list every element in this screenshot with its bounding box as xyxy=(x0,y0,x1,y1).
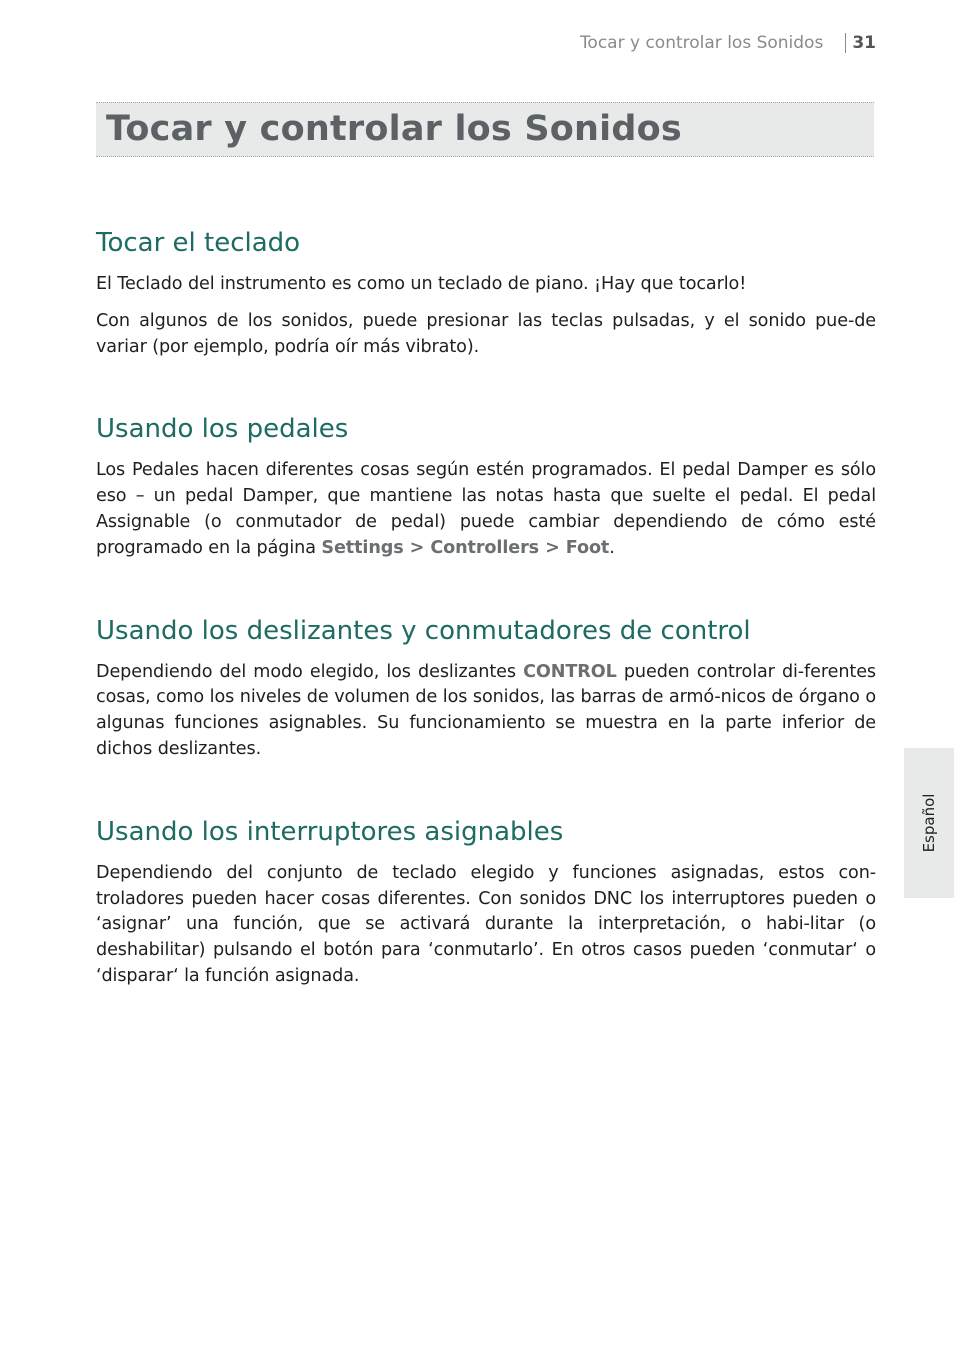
paragraph xyxy=(96,660,876,763)
text-run: Los Pedales hacen diferentes cosas según estén programados. El pedal Damper es sólo eso – un pedal Damper, que mantiene las notas hasta que suelte el pedal. El pedal Assignable (o conmutador de pedal) puede cambiar dependiendo de cómo esté programado en la página xyxy=(96,460,876,558)
chapter-title: Tocar y controlar los Sonidos xyxy=(106,109,682,149)
chapter-title-bar xyxy=(96,102,874,157)
section-deslizantes xyxy=(96,616,876,763)
running-title: Tocar y controlar los Sonidos xyxy=(579,33,824,53)
language-tab xyxy=(904,748,954,898)
section-tocar-teclado xyxy=(96,228,876,360)
section-heading: Usando los deslizantes y conmutadores de control xyxy=(96,615,751,646)
paragraph: El Teclado del instrumento es como un teclado de piano. ¡Hay que tocarlo! xyxy=(96,274,747,294)
section-interruptores xyxy=(96,817,876,990)
section-heading: Usando los interruptores asignables xyxy=(96,816,564,847)
page-content xyxy=(96,228,876,1044)
paragraph: Dependiendo del conjunto de teclado elegido y funciones asignadas, estos con-troladores pueden hacer cosas diferentes. Con sonidos DNC los interruptores pueden o ‘asignar’ una función, que se activará durante la interpretación, o habi-litar (o deshabilitar) pulsando el botón para ‘conmutarlo’. En otros casos pueden ‘conmutar‘ o ‘disparar‘ la función asignada. xyxy=(96,862,876,986)
section-heading: Usando los pedales xyxy=(96,414,349,445)
section-heading: Tocar el teclado xyxy=(96,228,301,258)
text-run: pueden controlar di-ferentes cosas, como los niveles de volumen de los sonidos, las barras de armó-nicos de órgano o algunas funciones asignables. Su funcionamiento se muestra en la parte inferior de dichos deslizantes. xyxy=(96,661,876,759)
running-header xyxy=(580,33,876,53)
paragraph xyxy=(96,458,876,561)
paragraph: Con algunos de los sonidos, puede presionar las teclas pulsadas, y el sonido pue-de variar (por ejemplo, podría oír más vibrato). xyxy=(96,310,876,357)
section-usando-pedales xyxy=(96,414,876,561)
ui-path-highlight: Settings > Controllers > Foot xyxy=(321,537,610,558)
control-highlight: CONTROL xyxy=(523,661,617,682)
text-run: . xyxy=(609,537,615,558)
text-run: Dependiendo del modo elegido, los deslizantes xyxy=(96,661,524,682)
language-label: Español xyxy=(920,793,938,853)
page-number: 31 xyxy=(852,33,876,53)
header-separator xyxy=(845,33,846,53)
